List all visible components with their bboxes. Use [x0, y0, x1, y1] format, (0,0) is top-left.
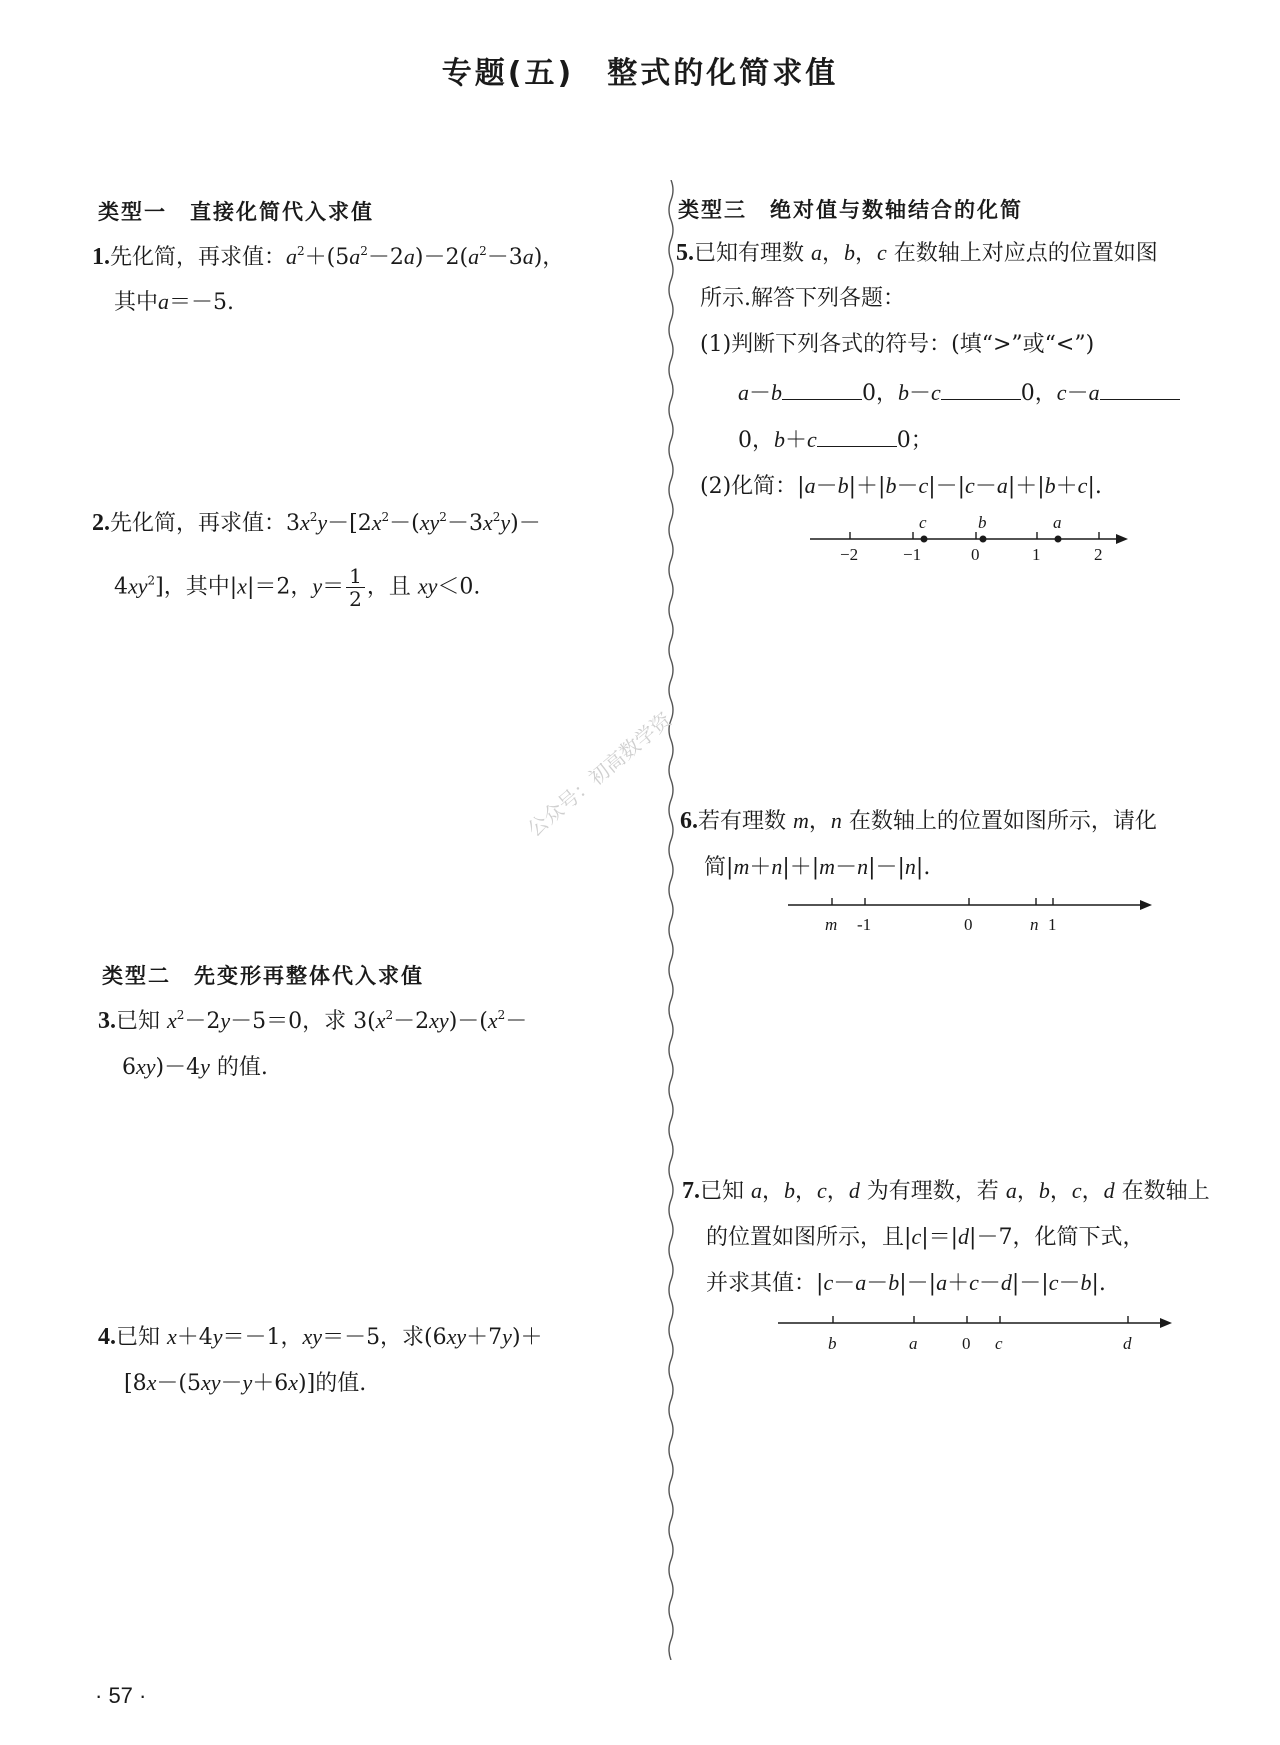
label-a: a: [1053, 513, 1062, 532]
tick-label: −1: [903, 545, 922, 564]
question-5-line-1: 5.已知有理数 a，b，c 在数轴上对应点的位置如图: [676, 240, 1158, 266]
question-4-line-1: 4.已知 x＋4y＝－1，xy＝－5，求(6xy＋7y)＋: [98, 1324, 543, 1350]
section-type-1: 类型一 直接化简代入求值: [98, 200, 374, 224]
number-line-q5: [800, 508, 1140, 568]
question-7-line-3: 并求其值：|c－a－b|－|a＋c－d|－|c－b|.: [706, 1270, 1106, 1296]
label-n: n: [1030, 915, 1039, 934]
tick-label: -1: [857, 915, 872, 934]
page-title: 专题(五) 整式的化简求值: [441, 56, 839, 91]
label-b: b: [828, 1334, 837, 1353]
number-line-q7: [770, 1308, 1180, 1358]
question-2-line-2: $4xy^2$]，其中|x|＝2，y＝ $\frac{1}{2}$ ，且 xy＜0.: [114, 564, 481, 611]
question-3-line-2: 6xy)－4y 的值.: [122, 1054, 268, 1080]
column-divider: [665, 180, 677, 1660]
point-b: [980, 536, 987, 543]
question-number: 5.: [676, 240, 694, 266]
question-5-part-1: (1)判断下列各式的符号：(填“>”或“<”): [700, 332, 1095, 357]
tick-label: 1: [1048, 915, 1057, 934]
question-number: 1.: [92, 244, 110, 270]
label-c: c: [919, 513, 927, 532]
fraction-one-half: $\frac{1}{2}$: [346, 565, 365, 610]
question-1-line-2: 其中a＝－5.: [114, 289, 235, 315]
answer-blank[interactable]: [941, 381, 1021, 400]
arrow-icon: [1140, 900, 1152, 910]
tick-label: −2: [840, 545, 859, 564]
tick-label: 2: [1094, 545, 1103, 564]
section-type-3: 类型三 绝对值与数轴结合的化简: [678, 198, 1023, 222]
answer-blank[interactable]: [1100, 381, 1180, 400]
point-a: [1055, 536, 1062, 543]
question-2-line-1: 2.先化简，再求值：$3x^2y-[2x^2-(xy^2-3x^2y)-$: [92, 510, 541, 536]
question-number: 3.: [98, 1008, 116, 1034]
tick-label: 0: [962, 1334, 971, 1353]
number-line-q6: [780, 888, 1160, 938]
question-6-line-2: 简|m＋n|＋|m－n|－|n|.: [704, 854, 931, 880]
label-b: b: [978, 513, 987, 532]
question-5-part-2: (2)化简：|a－b|＋|b－c|－|c－a|＋|b＋c|.: [700, 473, 1102, 499]
arrow-icon: [1160, 1318, 1172, 1328]
arrow-icon: [1116, 534, 1128, 544]
label-d: d: [1123, 1334, 1132, 1353]
question-number: 4.: [98, 1324, 116, 1350]
question-number: 2.: [92, 510, 110, 536]
question-3-line-1: 3.已知 $x^2-2y-5=0$，求 $3(x^2-2xy)-(x^2-$: [98, 1008, 528, 1034]
question-5-line-4: a－b 0，b－c 0，c－a: [738, 378, 1180, 409]
label-a: a: [909, 1334, 918, 1353]
answer-blank[interactable]: [817, 428, 897, 447]
tick-label: 0: [964, 915, 973, 934]
question-6-line-1: 6.若有理数 m，n 在数轴上的位置如图所示，请化: [680, 808, 1157, 834]
question-1-line-1: 1.先化简，再求值：$a^2+(5a^2-2a)-2(a^2-3a)$，: [92, 244, 565, 270]
watermark: 公众号：初高数学资: [522, 707, 676, 842]
page-number: · 57 ·: [95, 1683, 147, 1708]
section-type-2: 类型二 先变形再整体代入求值: [102, 964, 424, 988]
question-number: 7.: [682, 1178, 700, 1204]
question-7-line-2: 的位置如图所示，且|c|＝|d|－7，化简下式，: [706, 1224, 1145, 1250]
question-4-line-2: [8x－(5xy－y＋6x)]的值.: [124, 1370, 367, 1396]
point-c: [921, 536, 928, 543]
label-c: c: [995, 1334, 1003, 1353]
question-number: 6.: [680, 808, 698, 834]
question-5-line-5: 0，b＋c 0；: [738, 427, 933, 453]
answer-blank[interactable]: [782, 381, 862, 400]
tick-label: 0: [971, 545, 980, 564]
label-m: m: [825, 915, 838, 934]
question-5-line-2: 所示.解答下列各题：: [700, 286, 905, 311]
question-7-line-1: 7.已知 a，b，c，d 为有理数，若 a，b，c，d 在数轴上: [682, 1178, 1210, 1204]
tick-label: 1: [1032, 545, 1041, 564]
